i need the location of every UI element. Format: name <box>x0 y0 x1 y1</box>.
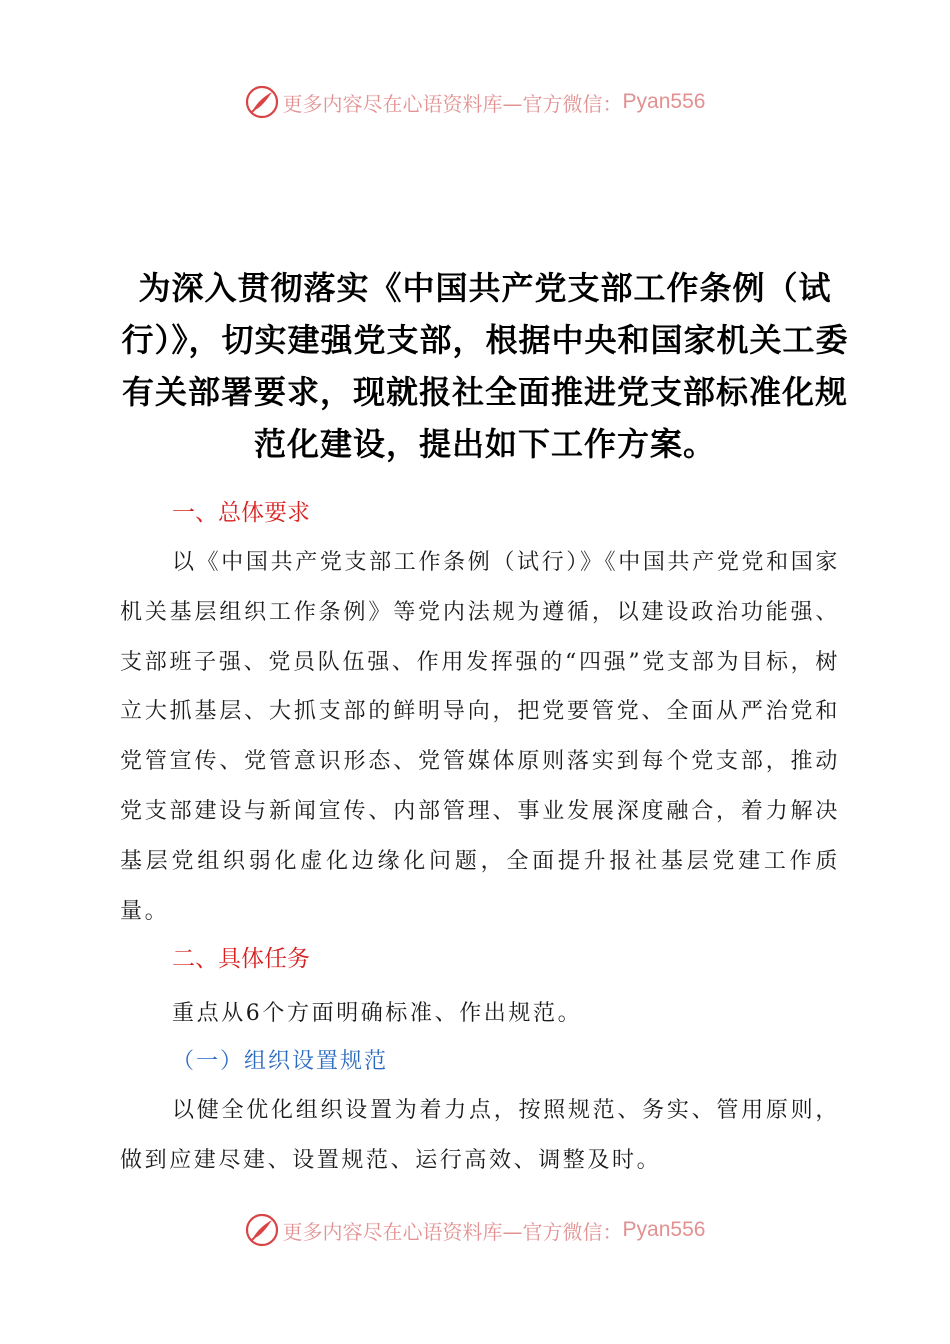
watermark-top <box>0 82 950 122</box>
quill-logo-icon <box>245 1213 279 1247</box>
watermark-text: 更多内容尽在心语资料库—官方微信： <box>282 1219 623 1244</box>
watermark-bottom <box>0 1210 950 1250</box>
subsection-paragraph-org: 以健全优化组织设置为着力点，按照规范、务实、管用原则，做到应建尽建、设置规范、运行高效、调整及时。 <box>120 1098 840 1173</box>
subsection-heading-org: （一）组织设置规范 <box>172 1049 389 1074</box>
section-heading-tasks: 二、具体任务 <box>172 946 310 972</box>
quill-logo-icon <box>245 85 279 119</box>
section-heading-overall: 一、总体要求 <box>172 500 310 526</box>
watermark-wechat-id: Pyan556 <box>622 90 706 113</box>
watermark-text: 更多内容尽在心语资料库—官方微信： <box>282 91 623 116</box>
section-paragraph-overall: 以《中国共产党支部工作条例（试行）》《中国共产党党和国家机关基层组织工作条例》等党内法规为遵循，以建设政治功能强、支部班子强、党员队伍强、作用发挥强的“四强”党支部为目标，树立大抓基层、大抓支部的鲜明导向，把党要管党、全面从严治党和党管宣传、党管意识形态、党管媒体原则落实到每个党支部，推动党支部建设与新闻宣传、内部管理、事业发展深度融合，着力解决基层党组织弱化虚化边缘化问题，全面提升报社基层党建工作质量。 <box>120 550 840 924</box>
section-intro-tasks: 重点从6个方面明确标准、作出规范。 <box>172 1001 583 1026</box>
document-title: 为深入贯彻落实《中国共产党支部工作条例（试行）》，切实建强党支部，根据中央和国家机关工委有关部署要求，现就报社全面推进党支部标准化规范化建设，提出如下工作方案。 <box>121 269 849 463</box>
watermark-wechat-id: Pyan556 <box>622 1218 706 1241</box>
